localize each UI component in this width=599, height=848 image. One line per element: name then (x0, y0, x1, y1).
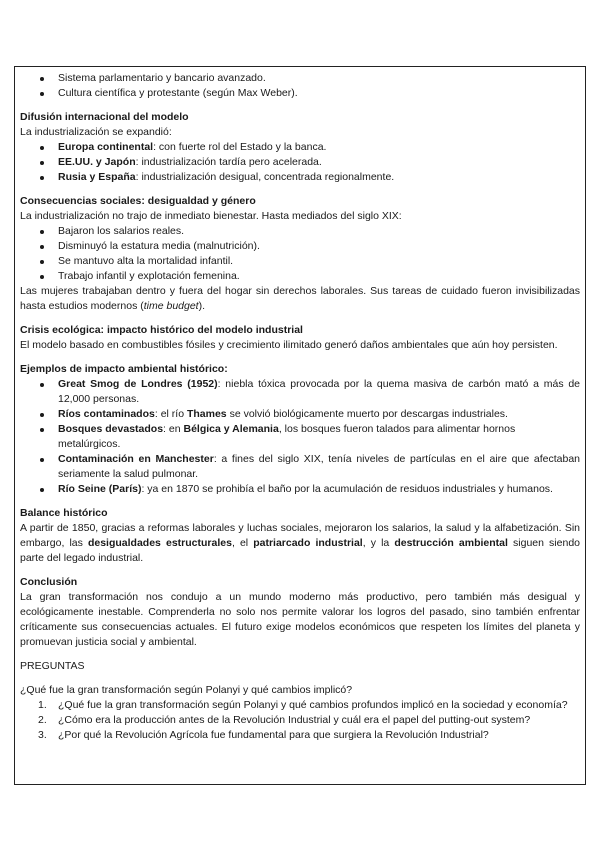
example-desc: : ya en 1870 se prohibía el baño por la acumulación de residuos industriales y humanos. (141, 483, 553, 495)
example-desc: : en (163, 423, 184, 435)
list-item (20, 269, 580, 284)
list-item (20, 422, 580, 452)
question-number: 1. (38, 699, 47, 711)
paragraph-text: , el (231, 537, 254, 549)
preguntas-lead: ¿Qué fue la gran transformación según Polanyi y qué cambios implicó? (20, 684, 353, 696)
list-item (20, 170, 580, 185)
list-item-text: Se mantuvo alta la mortalidad infantil. (58, 255, 234, 267)
list-item-text: Bajaron los salarios reales. (58, 225, 185, 237)
top-bullet-list (20, 71, 580, 101)
list-item (20, 407, 580, 422)
question-item (20, 728, 580, 743)
balance-paragraph (20, 521, 580, 566)
list-item (20, 452, 580, 482)
conclusion-paragraph: La gran transformación nos condujo a un mundo moderno más productivo, pero también más desigual y ecológicamente inestable. Comprenderla no solo nos permite valorar los logros del pasado, sino también enfrentar críticamente sus consecuencias actuales. El futuro exige modelos económicos que respeten los límites del planeta y promuevan justicia social y ambiental. (20, 591, 580, 648)
content-frame (14, 66, 586, 785)
list-item (20, 377, 580, 407)
example-name: Río Seine (París) (58, 483, 142, 495)
question-number: 3. (38, 729, 47, 741)
region-desc: : industrialización desigual, concentrada regionalmente. (135, 171, 395, 183)
consecuencias-list (20, 224, 580, 284)
consecuencias-intro: La industrialización no trajo de inmediato bienestar. Hasta mediados del siglo XIX: (20, 210, 402, 222)
region-name: Europa continental (58, 141, 154, 153)
question-text: ¿Qué fue la gran transformación según Polanyi y qué cambios profundos implicó en la sociedad y economía? (58, 699, 568, 711)
paragraph-text: , y la (362, 537, 395, 549)
list-item (20, 224, 580, 239)
question-item (20, 698, 580, 713)
list-item (20, 86, 580, 101)
region-desc: : con fuerte rol del Estado y la banca. (153, 141, 327, 153)
example-name: Ríos contaminados (58, 408, 155, 420)
list-item-text: Disminuyó la estatura media (malnutrición). (58, 240, 260, 252)
example-place: Thames (186, 408, 227, 420)
crisis-text: El modelo basado en combustibles fósiles y crecimiento ilimitado generó daños ambientales que aún hoy persisten. (20, 339, 558, 351)
list-item (20, 254, 580, 269)
question-text: ¿Por qué la Revolución Agrícola fue fundamental para que surgiera la Revolución Industrial? (58, 729, 489, 741)
section-title-crisis: Crisis ecológica: impacto histórico del modelo industrial (20, 324, 303, 336)
paragraph-text: Las mujeres trabajaban dentro y fuera del hogar sin derechos laborales. Sus tareas de cuidado fueron invisibilizadas hasta estudios modernos ( (20, 285, 580, 312)
paragraph-text: A partir de 1850, gracias a reformas laborales y luchas sociales, mejoraron los salarios, la salud y la alfabetización. Sin embargo, las (20, 522, 580, 549)
section-title-ejemplos: Ejemplos de impacto ambiental histórico: (20, 363, 228, 375)
question-text: ¿Cómo era la producción antes de la Revolución Industrial y cuál era el papel del putting-out system? (58, 714, 531, 726)
section-title-consecuencias: Consecuencias sociales: desigualdad y género (20, 195, 256, 207)
example-name: Contaminación en Manchester (58, 453, 214, 465)
bold-term: patriarcado industrial (253, 537, 363, 549)
ejemplos-list (20, 377, 580, 497)
region-name: Rusia y España (58, 171, 136, 183)
list-item (20, 239, 580, 254)
preguntas-heading: PREGUNTAS (20, 660, 85, 672)
example-desc: : el río (154, 408, 187, 420)
list-item-text: Sistema parlamentario y bancario avanzado. (58, 72, 266, 84)
region-name: EE.UU. y Japón (58, 156, 136, 168)
example-desc: : a fines del siglo XIX, tenía niveles de partículas en el aire que afectaban seriamente la salud pulmonar. (58, 453, 580, 480)
question-number: 2. (38, 714, 47, 726)
italic-term: time budget (143, 300, 199, 312)
example-desc: : niebla tóxica provocada por la quema masiva de carbón mató a más de 12,000 personas. (58, 378, 581, 405)
bold-term: destrucción ambiental (394, 537, 508, 549)
difusion-list (20, 140, 580, 185)
preguntas-list (20, 698, 580, 743)
list-item (20, 140, 580, 155)
paragraph-text-end: ). (198, 300, 206, 312)
section-title-difusion: Difusión internacional del modelo (20, 111, 189, 123)
paragraph-text: siguen siendo parte del legado industrial. (20, 537, 581, 564)
example-name: Bosques devastados (58, 423, 164, 435)
example-desc-end: se volvió biológicamente muerto por descargas industriales. (226, 408, 508, 420)
example-desc-end: , los bosques fueron talados para alimentar hornos metalúrgicos. (58, 423, 516, 450)
consecuencias-paragraph (20, 284, 580, 314)
section-title-balance: Balance histórico (20, 507, 108, 519)
list-item (20, 155, 580, 170)
list-item (20, 482, 580, 497)
list-item (20, 71, 580, 86)
list-item-text: Cultura científica y protestante (según Max Weber). (58, 87, 298, 99)
section-title-conclusion: Conclusión (20, 576, 78, 588)
question-item (20, 713, 580, 728)
bold-term: desigualdades estructurales (87, 537, 232, 549)
list-item-text: Trabajo infantil y explotación femenina. (58, 270, 240, 282)
region-desc: : industrialización tardía pero acelerada. (135, 156, 322, 168)
difusion-intro: La industrialización se expandió: (20, 126, 172, 138)
example-place: Bélgica y Alemania (183, 423, 279, 435)
example-name: Great Smog de Londres (1952) (58, 378, 218, 390)
